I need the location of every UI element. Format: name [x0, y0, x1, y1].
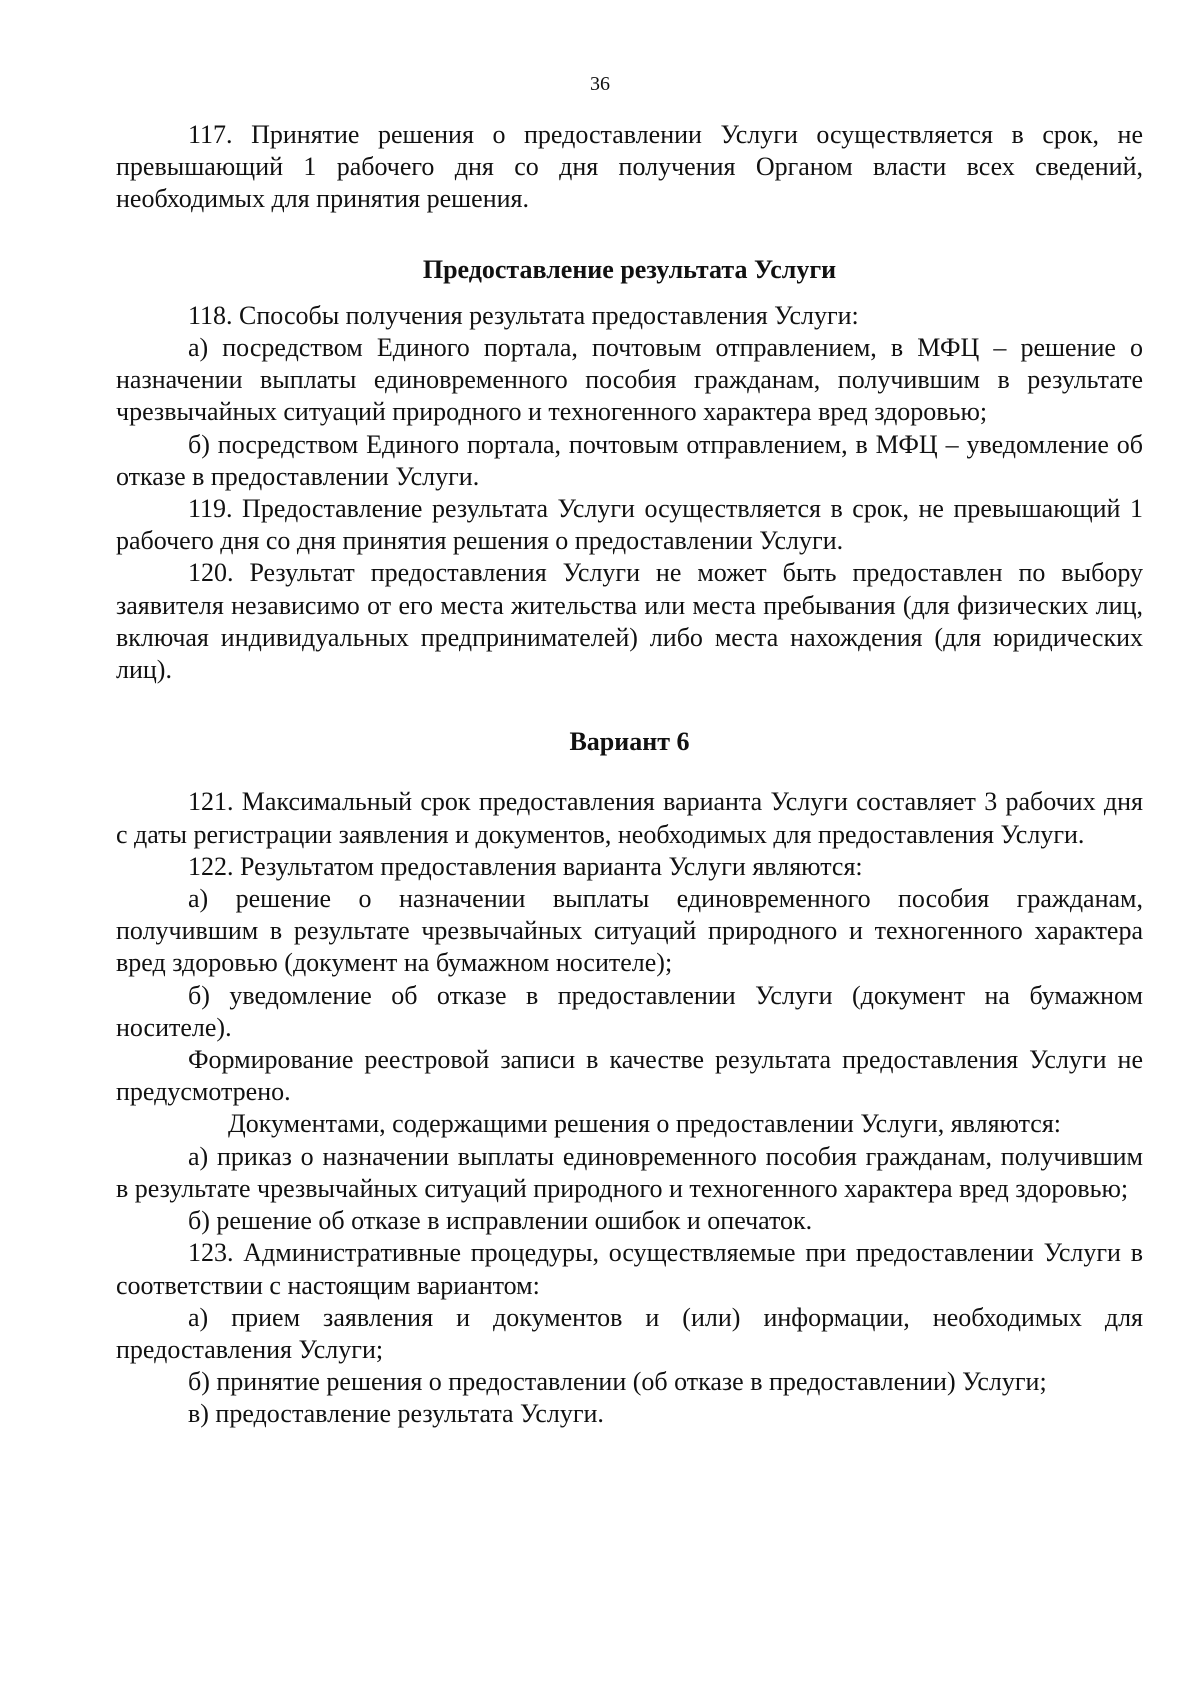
section-heading-result: Предоставление результата Услуги: [422, 254, 837, 284]
paragraph-123-a: а) прием заявления и документов и (или) информации, необходимых для предоставления Услуги;: [116, 1302, 1143, 1364]
paragraph-122-documents-b: б) решение об отказе в исправлении ошибок и опечаток.: [188, 1206, 813, 1236]
paragraph-117: 117. Принятие решения о предоставлении Услуги осуществляется в срок, не превышающий 1 рабочего дня со дня получения Органом власти всех сведений, необходимых для принятия решения.: [116, 120, 1143, 214]
paragraph-122-a: а) решение о назначении выплаты единовременного пособия гражданам, получившим в результате чрезвычайных ситуаций природного и техногенного характера вред здоровью (документ на бумажном носителе);: [116, 884, 1143, 978]
paragraph-123: 123. Административные процедуры, осуществляемые при предоставлении Услуги в соответствии с настоящим вариантом:: [116, 1238, 1143, 1300]
section-heading-variant: Вариант 6: [569, 727, 690, 757]
paragraph-118-a: а) посредством Единого портала, почтовым отправлением, в МФЦ – решение о назначении выплаты единовременного пособия гражданам, получившим в результате чрезвычайных ситуаций природного и техногенного характера вред здоровью;: [116, 333, 1143, 427]
paragraph-119: 119. Предоставление результата Услуги осуществляется в срок, не превышающий 1 рабочего дня со дня принятия решения о предоставлении Услуги.: [116, 494, 1143, 556]
paragraph-122: 122. Результатом предоставления варианта Услуги являются:: [188, 851, 863, 881]
paragraph-122-registry: Формирование реестровой записи в качестве результата предоставления Услуги не предусмотрено.: [116, 1045, 1143, 1107]
paragraph-122-documents-a: а) приказ о назначении выплаты единовременного пособия гражданам, получившим в результате чрезвычайных ситуаций природного и техногенного характера вред здоровью;: [116, 1141, 1143, 1203]
paragraph-118: 118. Способы получения результата предоставления Услуги:: [188, 300, 859, 330]
paragraph-123-c: в) предоставление результата Услуги.: [188, 1399, 604, 1429]
paragraph-120: 120. Результат предоставления Услуги не может быть предоставлен по выбору заявителя независимо от его места жительства или места пребывания (для физических лиц, включая индивидуальных предпринимателей) либо места нахождения (для юридических лиц).: [116, 558, 1143, 685]
paragraph-122-b: б) уведомление об отказе в предоставлении Услуги (документ на бумажном носителе).: [116, 980, 1143, 1042]
paragraph-123-b: б) принятие решения о предоставлении (об отказе в предоставлении) Услуги;: [188, 1367, 1047, 1397]
paragraph-121: 121. Максимальный срок предоставления варианта Услуги составляет 3 рабочих дня с даты регистрации заявления и документов, необходимых для предоставления Услуги.: [116, 787, 1143, 849]
paragraph-122-documents: Документами, содержащими решения о предоставлении Услуги, являются:: [228, 1109, 1062, 1139]
document-body: [116, 119, 1143, 1431]
paragraph-118-b: б) посредством Единого портала, почтовым отправлением, в МФЦ – уведомление об отказе в предоставлении Услуги.: [116, 429, 1143, 491]
page-number: 36: [590, 73, 610, 95]
